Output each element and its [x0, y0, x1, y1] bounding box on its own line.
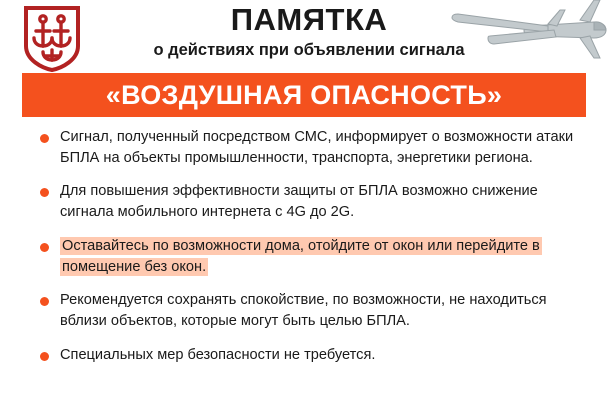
list-item-text: Рекомендуется сохранять спокойствие, по возможности, не находиться вблизи объектов, которые могут быть целью БПЛА. [60, 292, 547, 330]
bullet-icon [40, 243, 49, 252]
list-item-highlighted [38, 236, 583, 277]
bullet-icon [40, 352, 49, 361]
list-item-text [60, 236, 583, 277]
alert-banner [22, 73, 586, 117]
highlighted-text: Оставайтесь по возможности дома, отойдите от окон или перейдите в помещение без окон. [62, 237, 540, 275]
list-item [38, 290, 583, 331]
bullet-icon [40, 188, 49, 197]
alert-banner-text: «ВОЗДУШНАЯ ОПАСНОСТЬ» [105, 79, 503, 110]
list-item-text: Для повышения эффективности защиты от БПЛА возможно снижение сигнала мобильного интернета с 4G до 2G. [60, 183, 538, 221]
bullet-icon [40, 297, 49, 306]
list-item-text: Специальных мер безопасности не требуется. [60, 346, 376, 363]
list-item [38, 181, 583, 222]
instructions-list [38, 127, 583, 378]
page-title: ПАМЯТКА [230, 2, 388, 37]
page-subtitle: о действиях при объявлении сигнала [153, 41, 465, 59]
list-item [38, 345, 583, 366]
bullet-icon [40, 134, 49, 143]
list-item [38, 127, 583, 168]
list-item-text: Сигнал, полученный посредством СМС, информирует о возможности атаки БПЛА на объекты промышленности, транспорта, энергетики региона. [60, 129, 574, 166]
title-block [0, 4, 608, 59]
